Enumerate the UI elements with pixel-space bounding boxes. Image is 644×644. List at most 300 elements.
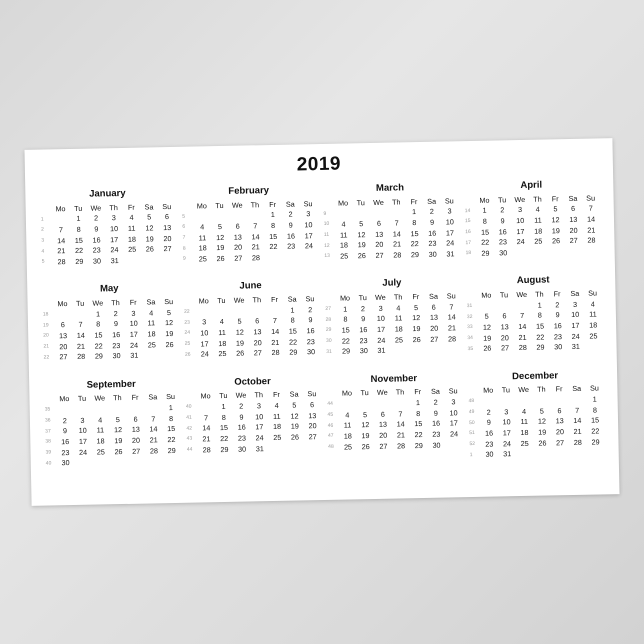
day-cell[interactable]: 15 [219,423,229,433]
day-cell[interactable]: 26 [165,339,174,349]
day-cell[interactable]: 21 [271,337,280,347]
day-cell[interactable]: 30 [92,256,102,266]
day-cell[interactable]: 24 [571,331,580,341]
day-cell[interactable]: 7 [203,412,209,422]
day-cell[interactable]: 6 [431,302,436,312]
day-cell[interactable]: 19 [361,431,370,441]
day-cell[interactable]: 29 [481,248,490,258]
day-cell[interactable]: 26 [114,446,123,456]
day-cell[interactable]: 26 [145,244,154,254]
day-cell[interactable]: 22 [341,336,350,346]
day-cell[interactable]: 29 [167,445,176,455]
day-cell[interactable]: 21 [392,239,402,249]
day-cell[interactable]: 12 [290,411,299,421]
day-cell[interactable]: 12 [412,313,421,323]
day-cell[interactable]: 20 [308,421,317,431]
day-cell[interactable]: 26 [236,348,245,359]
day-cell[interactable]: 18 [127,234,137,244]
day-cell[interactable]: 10 [445,217,454,227]
day-cell[interactable]: 30 [238,444,247,454]
day-cell[interactable]: 4 [345,410,350,420]
day-cell[interactable]: 17 [571,320,580,330]
day-cell[interactable]: 11 [343,420,352,430]
day-cell[interactable]: 24 [110,245,119,255]
day-cell[interactable]: 28 [518,343,527,353]
day-cell[interactable]: 7 [78,320,83,330]
day-cell[interactable]: 8 [290,315,295,325]
day-cell[interactable]: 16 [92,235,101,245]
day-cell[interactable]: 7 [520,311,525,321]
day-cell[interactable]: 29 [536,342,545,353]
day-cell[interactable]: 19 [114,436,123,446]
day-cell[interactable]: 26 [216,253,225,264]
day-cell[interactable]: 28 [149,445,158,456]
day-cell[interactable]: 19 [483,333,492,343]
day-cell[interactable]: 20 [253,337,262,348]
day-cell[interactable]: 13 [429,312,439,323]
day-cell[interactable]: 13 [163,222,172,233]
day-cell[interactable]: 24 [200,349,209,359]
day-cell[interactable]: 7 [272,316,278,326]
day-cell[interactable]: 22 [481,237,490,248]
day-cell[interactable]: 6 [133,414,138,424]
day-cell[interactable]: 28 [397,441,406,451]
day-cell[interactable]: 4 [341,219,346,229]
day-cell[interactable]: 23 [112,340,121,350]
day-cell[interactable]: 14 [57,235,66,245]
day-cell[interactable]: 5 [147,212,152,222]
day-cell[interactable]: 10 [502,417,511,427]
day-cell[interactable]: 22 [591,426,600,436]
day-cell[interactable]: 10 [78,426,87,436]
day-cell[interactable]: 11 [589,309,597,319]
day-cell[interactable]: 27 [234,253,243,263]
day-cell[interactable]: 1 [290,305,295,315]
day-cell[interactable]: 4 [149,307,154,318]
day-cell[interactable]: 30 [359,346,368,356]
day-cell[interactable]: 2 [500,205,505,215]
day-cell[interactable]: 3 [451,397,456,407]
day-cell[interactable]: 20 [555,427,564,437]
day-cell[interactable]: 12 [235,327,244,337]
day-cell[interactable]: 18 [589,320,598,330]
day-cell[interactable]: 28 [271,348,280,358]
day-cell[interactable]: 3 [504,406,509,416]
day-cell[interactable]: 19 [235,338,245,348]
day-cell[interactable]: 28 [77,352,86,362]
day-cell[interactable]: 19 [357,240,366,250]
day-cell[interactable]: 27 [163,244,172,254]
day-cell[interactable]: 22 [94,341,103,351]
day-cell[interactable]: 24 [516,237,525,247]
day-cell[interactable]: 4 [200,222,205,232]
day-cell[interactable]: 4 [129,213,134,223]
day-cell[interactable]: 20 [379,430,388,440]
day-cell[interactable]: 31 [571,342,580,352]
day-cell[interactable]: 26 [357,251,366,261]
day-cell[interactable]: 21 [587,225,596,235]
day-cell[interactable]: 2 [433,397,438,407]
day-cell[interactable]: 17 [78,436,87,446]
day-cell[interactable]: 2 [429,207,434,217]
day-cell[interactable]: 23 [92,245,101,255]
day-cell[interactable]: 7 [253,221,258,231]
day-cell[interactable]: 9 [308,315,313,325]
day-cell[interactable]: 10 [109,224,119,234]
day-cell[interactable]: 17 [200,338,209,349]
day-cell[interactable]: 13 [375,229,384,239]
day-cell[interactable]: 23 [553,331,563,342]
day-cell[interactable]: 1 [412,207,417,217]
day-cell[interactable]: 10 [304,220,313,230]
day-cell[interactable]: 16 [498,226,507,237]
day-cell[interactable]: 8 [482,216,487,226]
day-cell[interactable]: 22 [74,246,84,256]
day-cell[interactable]: 11 [198,232,207,243]
day-cell[interactable]: 21 [396,430,405,440]
day-cell[interactable]: 1 [537,300,542,310]
day-cell[interactable]: 18 [343,431,352,441]
day-cell[interactable]: 28 [448,333,457,344]
day-cell[interactable]: 22 [410,239,419,249]
day-cell[interactable]: 15 [94,330,103,340]
day-cell[interactable]: 1 [95,309,101,319]
day-cell[interactable]: 14 [518,321,527,332]
day-cell[interactable]: 22 [536,332,545,342]
day-cell[interactable]: 21 [251,242,260,252]
day-cell[interactable]: 28 [573,437,582,447]
day-cell[interactable]: 15 [414,419,423,429]
day-cell[interactable]: 26 [483,343,492,354]
day-cell[interactable]: 24 [449,429,459,439]
day-cell[interactable]: 20 [375,240,384,250]
day-cell[interactable]: 16 [61,437,70,447]
day-cell[interactable]: 20 [131,435,141,445]
day-cell[interactable]: 6 [502,311,507,321]
day-cell[interactable]: 25 [218,349,227,359]
day-cell[interactable]: 30 [554,342,563,352]
day-cell[interactable]: 11 [96,425,105,435]
day-cell[interactable]: 6 [310,400,315,410]
day-cell[interactable]: 5 [539,406,544,416]
day-cell[interactable]: 19 [290,421,299,431]
day-cell[interactable]: 29 [75,256,84,266]
day-cell[interactable]: 3 [572,299,578,309]
day-cell[interactable]: 29 [342,346,351,356]
day-cell[interactable]: 27 [59,352,68,362]
day-cell[interactable]: 17 [502,428,511,438]
day-cell[interactable]: 14 [392,229,401,239]
day-cell[interactable]: 24 [502,438,512,449]
day-cell[interactable]: 30 [432,440,441,450]
day-cell[interactable]: 18 [198,243,207,253]
day-cell[interactable]: 3 [80,415,85,425]
day-cell[interactable]: 9 [288,220,293,230]
day-cell[interactable]: 20 [569,225,578,235]
day-cell[interactable]: 4 [274,400,279,410]
day-cell[interactable]: 28 [251,253,261,263]
day-cell[interactable]: 16 [485,428,494,438]
day-cell[interactable]: 3 [517,205,523,215]
day-cell[interactable]: 5 [413,302,419,312]
day-cell[interactable]: 17 [449,418,458,428]
day-cell[interactable]: 5 [292,400,297,410]
day-cell[interactable]: 3 [256,401,262,411]
day-cell[interactable]: 21 [57,246,66,256]
day-cell[interactable]: 9 [62,426,68,436]
day-cell[interactable]: 30 [306,347,316,357]
day-cell[interactable]: 15 [535,321,545,331]
day-cell[interactable]: 17 [304,230,313,240]
day-cell[interactable]: 13 [58,331,68,341]
day-cell[interactable]: 18 [520,427,529,438]
day-cell[interactable]: 14 [202,423,211,433]
day-cell[interactable]: 21 [76,341,86,351]
day-cell[interactable]: 22 [269,242,278,252]
day-cell[interactable]: 16 [112,330,121,340]
day-cell[interactable]: 20 [233,242,243,253]
day-cell[interactable]: 25 [147,339,156,350]
day-cell[interactable]: 7 [394,218,399,228]
day-cell[interactable]: 22 [220,433,229,444]
day-cell[interactable]: 10 [571,310,580,320]
day-cell[interactable]: 18 [534,226,543,236]
day-cell[interactable]: 9 [433,408,438,418]
day-cell[interactable]: 11 [520,417,529,427]
day-cell[interactable]: 11 [339,230,348,240]
day-cell[interactable]: 20 [500,332,509,343]
day-cell[interactable]: 5 [217,221,223,232]
day-cell[interactable]: 17 [255,422,264,432]
day-cell[interactable]: 29 [94,351,103,361]
day-cell[interactable]: 29 [414,440,423,450]
day-cell[interactable]: 7 [575,405,580,415]
day-cell[interactable]: 6 [376,218,382,228]
day-cell[interactable]: 13 [233,232,242,242]
day-cell[interactable]: 1 [592,394,597,404]
day-cell[interactable]: 15 [74,235,83,245]
day-cell[interactable]: 26 [412,334,421,344]
day-cell[interactable]: 9 [429,217,435,227]
day-cell[interactable]: 22 [414,429,423,440]
day-cell[interactable]: 24 [79,447,88,457]
day-cell[interactable]: 4 [396,303,401,313]
day-cell[interactable]: 16 [431,418,441,429]
day-cell[interactable]: 5 [237,316,242,326]
day-cell[interactable]: 31 [377,346,386,356]
day-cell[interactable]: 5 [359,219,364,229]
day-cell[interactable]: 3 [447,206,452,216]
day-cell[interactable]: 20 [163,233,172,243]
day-cell[interactable]: 29 [220,444,229,454]
day-cell[interactable]: 17 [376,324,386,334]
day-cell[interactable]: 8 [412,218,417,228]
day-cell[interactable]: 12 [357,229,366,239]
day-cell[interactable]: 3 [378,303,383,313]
day-cell[interactable]: 16 [286,231,296,241]
day-cell[interactable]: 5 [166,307,171,317]
day-cell[interactable]: 29 [410,250,420,260]
day-cell[interactable]: 9 [94,224,99,234]
day-cell[interactable]: 21 [518,332,527,342]
day-cell[interactable]: 7 [449,301,454,312]
day-cell[interactable]: 16 [359,325,368,335]
day-cell[interactable]: 11 [147,318,156,328]
day-cell[interactable]: 3 [111,213,116,223]
day-cell[interactable]: 12 [145,223,154,233]
day-cell[interactable]: 3 [306,209,311,219]
day-cell[interactable]: 28 [587,235,596,245]
day-cell[interactable]: 13 [569,214,578,224]
day-cell[interactable]: 27 [430,334,439,344]
day-cell[interactable]: 25 [394,335,404,345]
day-cell[interactable]: 10 [255,411,264,421]
day-cell[interactable]: 24 [304,241,314,251]
day-cell[interactable]: 9 [239,412,244,422]
day-cell[interactable]: 17 [129,329,138,339]
day-cell[interactable]: 1 [76,214,81,224]
day-cell[interactable]: 4 [535,204,540,214]
day-cell[interactable]: 7 [398,408,403,419]
day-cell[interactable]: 8 [168,413,174,423]
day-cell[interactable]: 5 [115,414,120,424]
day-cell[interactable]: 26 [551,236,561,246]
day-cell[interactable]: 11 [394,313,403,323]
day-cell[interactable]: 14 [396,419,405,429]
day-cell[interactable]: 22 [288,337,298,347]
day-cell[interactable]: 18 [218,338,227,348]
day-cell[interactable]: 10 [516,215,525,226]
day-cell[interactable]: 18 [147,329,156,339]
day-cell[interactable]: 27 [375,250,384,260]
day-cell[interactable]: 23 [428,239,437,249]
day-cell[interactable]: 19 [216,243,225,253]
day-cell[interactable]: 27 [379,441,388,451]
day-cell[interactable]: 24 [129,340,139,350]
day-cell[interactable]: 19 [412,323,421,334]
day-cell[interactable]: 21 [573,426,582,436]
day-cell[interactable]: 11 [534,215,542,225]
day-cell[interactable]: 27 [132,446,141,456]
day-cell[interactable]: 26 [538,438,547,448]
day-cell[interactable]: 25 [343,442,353,452]
day-cell[interactable]: 15 [288,326,297,336]
day-cell[interactable]: 24 [255,433,264,443]
day-cell[interactable]: 31 [130,351,139,361]
day-cell[interactable]: 9 [113,319,119,329]
day-cell[interactable]: 27 [501,343,510,353]
day-cell[interactable]: 9 [555,310,560,320]
day-cell[interactable]: 30 [485,449,494,460]
day-cell[interactable]: 27 [253,348,262,358]
day-cell[interactable]: 16 [306,326,315,336]
day-cell[interactable]: 1 [482,205,487,216]
day-cell[interactable]: 12 [361,420,370,430]
day-cell[interactable]: 5 [553,204,558,214]
day-cell[interactable]: 23 [287,241,296,252]
day-cell[interactable]: 19 [538,427,547,437]
day-cell[interactable]: 28 [202,444,211,455]
day-cell[interactable]: 20 [430,323,439,333]
day-cell[interactable]: 27 [556,437,565,447]
day-cell[interactable]: 4 [219,317,224,327]
day-cell[interactable]: 6 [235,221,240,231]
day-cell[interactable]: 14 [586,214,596,224]
day-cell[interactable]: 23 [485,439,494,449]
day-cell[interactable]: 17 [110,234,119,244]
day-cell[interactable]: 12 [482,322,492,332]
day-cell[interactable]: 17 [445,227,455,238]
day-cell[interactable]: 19 [551,225,560,236]
day-cell[interactable]: 15 [167,424,176,434]
day-cell[interactable]: 6 [60,320,65,330]
day-cell[interactable]: 7 [588,203,593,213]
day-cell[interactable]: 31 [255,443,264,454]
day-cell[interactable]: 17 [516,226,525,236]
day-cell[interactable]: 26 [290,432,300,442]
day-cell[interactable]: 15 [591,415,600,425]
day-cell[interactable]: 27 [569,236,578,246]
day-cell[interactable]: 21 [202,434,211,444]
day-cell[interactable]: 30 [61,458,70,468]
day-cell[interactable]: 5 [484,311,489,322]
day-cell[interactable]: 8 [343,314,348,324]
day-cell[interactable]: 8 [76,224,81,234]
day-cell[interactable]: 20 [59,341,68,351]
day-cell[interactable]: 16 [553,321,562,331]
day-cell[interactable]: 6 [255,316,260,326]
day-cell[interactable]: 8 [537,310,542,320]
day-cell[interactable]: 14 [573,416,582,426]
day-cell[interactable]: 13 [253,327,262,337]
day-cell[interactable]: 31 [110,256,119,266]
day-cell[interactable]: 30 [112,351,121,361]
day-cell[interactable]: 8 [416,408,421,418]
day-cell[interactable]: 3 [131,308,136,318]
day-cell[interactable]: 2 [94,213,99,223]
day-cell[interactable]: 12 [113,425,123,435]
day-cell[interactable]: 10 [200,328,209,338]
day-cell[interactable]: 19 [165,328,174,339]
day-cell[interactable]: 8 [270,220,276,230]
day-cell[interactable]: 23 [359,335,368,345]
day-cell[interactable]: 29 [289,347,298,358]
day-cell[interactable]: 4 [98,415,103,425]
day-cell[interactable]: 24 [377,335,386,345]
day-cell[interactable]: 25 [340,251,349,261]
day-cell[interactable]: 22 [167,434,176,445]
day-cell[interactable]: 2 [288,209,293,219]
day-cell[interactable]: 10 [449,407,458,418]
day-cell[interactable]: 10 [129,318,138,329]
day-cell[interactable]: 6 [557,405,562,415]
day-cell[interactable]: 1 [343,304,348,314]
day-cell[interactable]: 25 [534,236,543,247]
day-cell[interactable]: 16 [237,422,246,432]
day-cell[interactable]: 31 [446,249,455,259]
day-cell[interactable]: 6 [571,204,576,214]
day-cell[interactable]: 18 [394,324,403,334]
day-cell[interactable]: 13 [500,322,509,332]
day-cell[interactable]: 18 [96,436,105,446]
day-cell[interactable]: 10 [376,314,385,324]
day-cell[interactable]: 23 [306,336,315,346]
day-cell[interactable]: 24 [446,238,455,248]
day-cell[interactable]: 23 [237,433,246,443]
day-cell[interactable]: 12 [537,416,547,426]
day-cell[interactable]: 13 [378,419,388,430]
day-cell[interactable]: 14 [251,231,260,242]
